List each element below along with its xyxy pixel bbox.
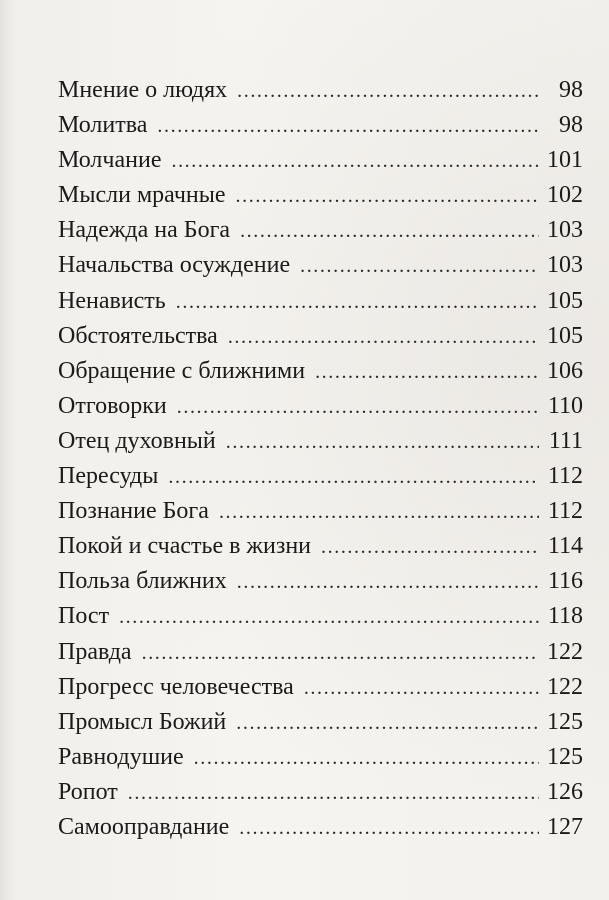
- toc-dot-leader: [176, 285, 539, 320]
- toc-entry-title: Правда: [58, 638, 132, 665]
- toc-entry: [58, 73, 583, 108]
- toc-entry-page-number: 110: [547, 392, 583, 419]
- toc-entry: [58, 213, 583, 248]
- table-of-contents: [58, 73, 583, 845]
- toc-dot-leader: [315, 355, 539, 390]
- toc-entry: [58, 670, 583, 705]
- toc-entry-page-number: 101: [547, 147, 583, 174]
- toc-entry-page-number: 114: [547, 533, 583, 560]
- toc-entry-title: Пересуды: [58, 463, 159, 490]
- toc-entry: [58, 284, 583, 319]
- toc-dot-leader: [237, 565, 539, 600]
- toc-entry-page-number: 106: [547, 357, 583, 384]
- toc-dot-leader: [239, 811, 539, 846]
- toc-entry: [58, 459, 583, 494]
- toc-entry-page-number: 125: [547, 743, 583, 770]
- toc-dot-leader: [240, 214, 539, 249]
- toc-entry: [58, 248, 583, 283]
- toc-entry: [58, 354, 583, 389]
- toc-entry: [58, 740, 583, 775]
- toc-entry: [58, 529, 583, 564]
- toc-entry-title: Прогресс человечества: [58, 673, 294, 700]
- page-spine-shadow: [0, 0, 14, 900]
- toc-entry-page-number: 102: [547, 182, 583, 209]
- toc-entry: [58, 108, 583, 143]
- toc-entry: [58, 494, 583, 529]
- toc-dot-leader: [194, 741, 539, 776]
- toc-dot-leader: [171, 144, 539, 179]
- toc-entry-page-number: 122: [547, 673, 583, 700]
- toc-dot-leader: [228, 320, 539, 355]
- toc-dot-leader: [300, 249, 539, 284]
- toc-entry-title: Отговорки: [58, 392, 167, 419]
- toc-entry-title: Отец духовный: [58, 427, 216, 454]
- toc-entry-title: Польза ближних: [58, 568, 227, 595]
- toc-entry-page-number: 111: [548, 427, 583, 454]
- toc-entry: [58, 705, 583, 740]
- toc-entry-page-number: 98: [559, 112, 583, 139]
- toc-entry: [58, 424, 583, 459]
- toc-entry-page-number: 105: [547, 287, 583, 314]
- toc-entry-page-number: 116: [547, 568, 583, 595]
- toc-entry-title: Познание Бога: [58, 498, 209, 525]
- toc-entry: [58, 178, 583, 213]
- toc-dot-leader: [321, 530, 539, 565]
- toc-entry-page-number: 112: [547, 498, 583, 525]
- toc-entry-title: Молитва: [58, 112, 148, 139]
- toc-entry: [58, 599, 583, 634]
- toc-entry-title: Обращение с ближними: [58, 357, 306, 384]
- toc-entry-title: Промысл Божий: [58, 708, 227, 735]
- toc-entry-title: Молчание: [58, 147, 162, 174]
- toc-entry: [58, 319, 583, 354]
- toc-entry-title: Начальства осуждение: [58, 252, 291, 279]
- toc-entry-page-number: 125: [547, 708, 583, 735]
- toc-entry: [58, 775, 583, 810]
- toc-entry-page-number: 103: [547, 252, 583, 279]
- toc-dot-leader: [168, 460, 539, 495]
- toc-entry-title: Обстоятельства: [58, 322, 218, 349]
- toc-entry-page-number: 105: [547, 322, 583, 349]
- toc-entry-title: Покой и счастье в жизни: [58, 533, 312, 560]
- toc-entry: [58, 564, 583, 599]
- toc-dot-leader: [237, 74, 539, 109]
- toc-entry-page-number: 126: [547, 778, 583, 805]
- toc-dot-leader: [128, 776, 539, 811]
- toc-entry-page-number: 122: [547, 638, 583, 665]
- toc-dot-leader: [119, 600, 539, 635]
- toc-entry-title: Мнение о людях: [58, 77, 228, 103]
- toc-entry-page-number: 98: [559, 77, 583, 103]
- toc-entry-title: Надежда на Бога: [58, 217, 231, 244]
- toc-dot-leader: [177, 390, 539, 425]
- toc-dot-leader: [304, 671, 539, 706]
- toc-entry: [58, 635, 583, 670]
- toc-entry: [58, 389, 583, 424]
- toc-entry-title: Ненависть: [58, 287, 166, 314]
- toc-dot-leader: [226, 425, 539, 460]
- toc-entry-page-number: 118: [547, 603, 583, 630]
- toc-dot-leader: [236, 179, 539, 214]
- toc-entry-title: Равнодушие: [58, 743, 184, 770]
- toc-entry: [58, 810, 583, 845]
- toc-entry-page-number: 127: [547, 813, 583, 840]
- toc-entry-page-number: 103: [547, 217, 583, 244]
- toc-dot-leader: [157, 109, 539, 144]
- toc-entry-page-number: 112: [547, 463, 583, 490]
- toc-dot-leader: [236, 706, 539, 741]
- toc-entry-title: Самооправдание: [58, 813, 230, 840]
- toc-entry-title: Мысли мрачные: [58, 182, 226, 209]
- toc-entry: [58, 143, 583, 178]
- toc-dot-leader: [219, 495, 539, 530]
- toc-dot-leader: [142, 636, 539, 671]
- toc-entry-title: Пост: [58, 603, 110, 630]
- toc-entry-title: Ропот: [58, 778, 118, 805]
